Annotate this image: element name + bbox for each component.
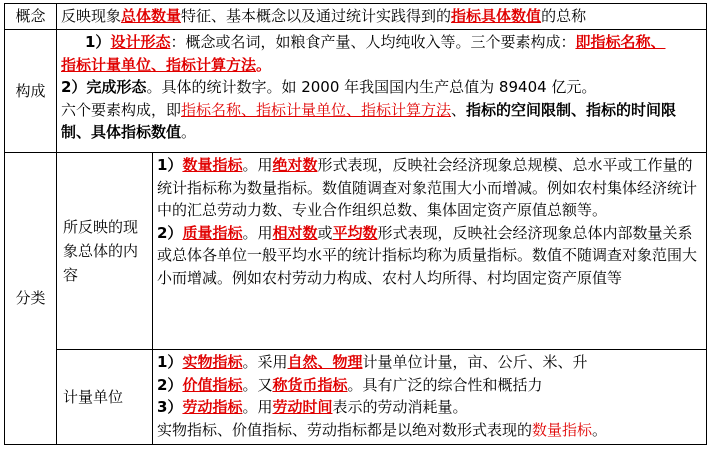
- quantity-indicator-item: 1）数量指标。用绝对数形式表现，反映社会经济现象总规模、总水平或工作量的统计指标称为数量指标。数值随调查对象范围大小而增减。例如农村集体经济统计中的汇总劳动力数、专业合作组织总数、集体固定资产原值总额等。: [157, 156, 698, 220]
- labor-indicator-item: 3）劳动指标。用劳动时间表示的劳动消耗量。: [157, 398, 468, 417]
- content-basis-label: 所反映的现象总体的内容: [57, 153, 153, 350]
- unit-basis-label: 计量单位: [57, 350, 153, 445]
- design-form-line-cont: 指标计量单位、指标计算方法。: [61, 55, 272, 74]
- six-elements-line: 六个要素构成，即指标名称、指标计量单位、指标计算方法、指标的空间限制、指标的时间限制、具体指标数值。: [61, 100, 677, 142]
- classification-content-row: [5, 153, 707, 350]
- design-form-line: 1）设计形态：概念或名词，如粮食产量、人均纯收入等。三个要素构成：即指标名称、: [85, 33, 666, 51]
- content-basis-content: [153, 153, 707, 350]
- classification-unit-row: [5, 350, 707, 445]
- specific-value-highlight: 指标具体数值: [451, 7, 542, 25]
- concept-row: [5, 4, 707, 30]
- value-indicator-item: 2）价值指标。又称货币指标。具有广泛的综合性和概括力: [157, 375, 543, 394]
- structure-content: [57, 30, 707, 153]
- classification-label: 分类: [5, 153, 57, 445]
- structure-row: [5, 30, 707, 153]
- design-form-term: 设计形态: [110, 33, 171, 51]
- quality-indicator-item: 2）质量指标。用相对数或平均数形式表现，反映社会经济现象总体内部数量关系或总体各单位一般平均水平的统计指标均称为质量指标。数值不随调查对象范围大小而增减。例如农村劳动力构成、农村人均所得、村均固定资产原值等: [157, 223, 698, 287]
- unit-summary: 实物指标、价值指标、劳动指标都是以绝对数形式表现的数量指标。: [157, 420, 608, 439]
- structure-label: 构成: [5, 30, 57, 153]
- unit-basis-content: [153, 350, 707, 445]
- concept-content: 反映现象总体数量特征、基本概念以及通过统计实践得到的指标具体数值的总称: [57, 4, 707, 30]
- indicator-table: [4, 3, 707, 445]
- complete-form-line: 2）完成形态。具体的统计数字。如 2000 年我国国内生产总值为 89404 亿元。: [61, 78, 597, 97]
- total-quantity-highlight: 总体数量: [121, 7, 182, 25]
- concept-label: 概念: [5, 4, 57, 30]
- physical-indicator-item: 1）实物指标。采用自然、物理计量单位计量，亩、公斤、米、升: [157, 353, 588, 371]
